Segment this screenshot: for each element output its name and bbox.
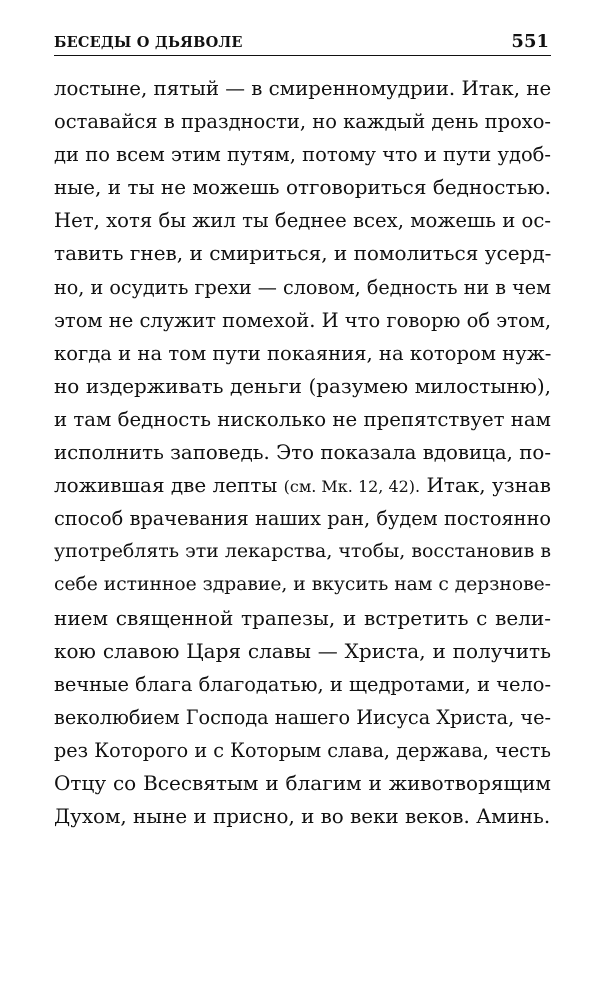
running-title: БЕСЕДЫ О ДЬЯВОЛЕ — [54, 34, 243, 51]
text-line: вечные блага благодатью, и щедротами, и чело- — [54, 672, 551, 696]
text-line: ные, и ты не можешь отговориться бедностью. — [54, 175, 551, 200]
text-line: Духом, ныне и присно, и во веки веков. Аминь. — [54, 805, 551, 829]
text-line: веколюбием Господа нашего Иисуса Христа, че- — [54, 705, 551, 729]
text-line: и там бедность нисколько не препятствует нам — [54, 407, 551, 431]
body-text — [54, 72, 551, 833]
text-line: себе истинное здравие, и вкусить нам с дерзнове- — [54, 574, 551, 596]
text-line: Нет, хотя бы жил ты беднее всех, можешь и ос- — [54, 209, 551, 233]
page-number: 551 — [511, 31, 549, 52]
text-line: когда и на том пути покаяния, на котором нуж- — [54, 341, 552, 365]
text-line: рез Которого и с Которым слава, держава, честь — [54, 738, 551, 762]
text-line: исполнить заповедь. Это показала вдовица, по- — [54, 441, 551, 465]
text-line: кою славою Царя славы — Христа, и получить — [54, 638, 551, 663]
text-line: употреблять эти лекарства, чтобы, восстановив в — [54, 540, 551, 563]
text-segment: ложившая две лепты — [54, 473, 284, 498]
text-line: оставайся в праздности, но каждый день прохо- — [54, 110, 551, 134]
text-line — [54, 469, 551, 502]
text-line: но, и осудить грехи — словом, бедность ни в чем — [54, 275, 551, 299]
text-line: этом не служит помехой. И что говорю об этом, — [54, 308, 552, 332]
text-line: но издерживать деньги (разумею милостыню), — [54, 373, 551, 398]
text-segment: Итак, узнав — [420, 473, 551, 498]
text-line: ди по всем этим путям, потому что и пути удоб- — [54, 143, 551, 167]
text-line: лостыне, пятый — в смиренномудрии. Итак, не — [54, 77, 552, 100]
scripture-reference: (см. Мк. 12, 42). — [283, 477, 421, 497]
running-head — [54, 31, 551, 56]
text-line: Отцу со Всесвятым и благим и животворящим — [54, 770, 551, 795]
text-line: тавить гнев, и смириться, и помолиться усерд- — [54, 241, 552, 266]
text-line: способ врачевания наших ран, будем постоянно — [54, 507, 551, 531]
text-line: нием священной трапезы, и встретить с вели- — [54, 605, 551, 630]
